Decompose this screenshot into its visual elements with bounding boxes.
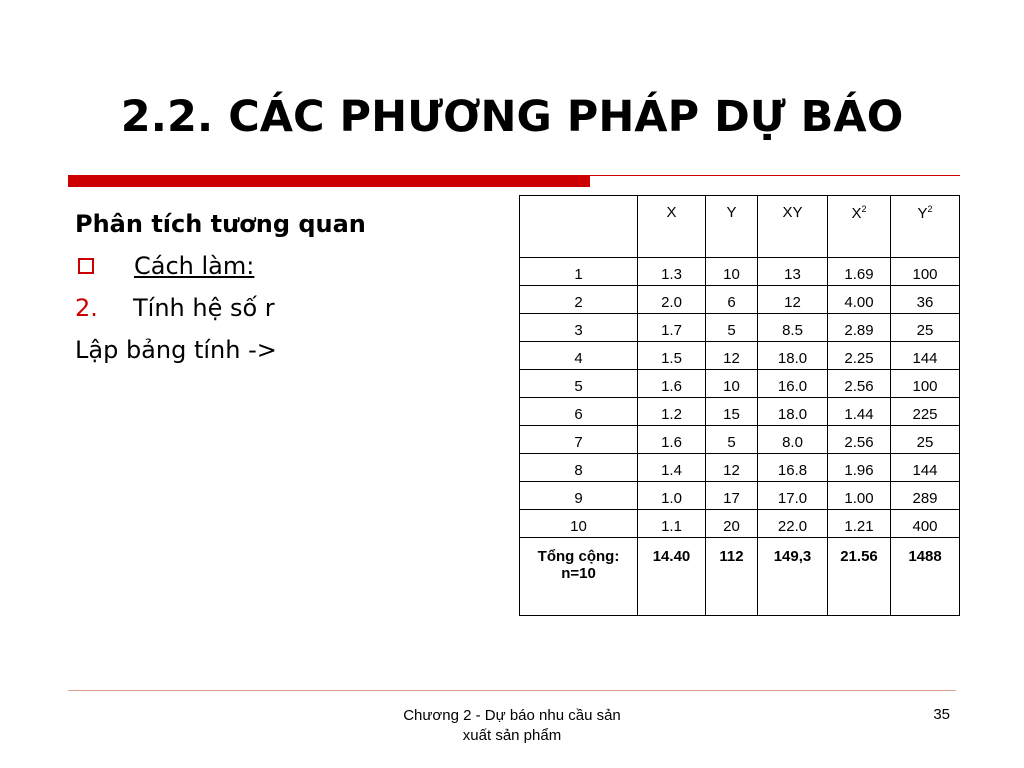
table-cell: 25 [891, 426, 960, 454]
table-cell: 1.4 [638, 454, 706, 482]
table-cell: 2.25 [828, 342, 891, 370]
table-cell: 18.0 [758, 342, 828, 370]
table-row [520, 482, 960, 510]
table-cell: 15 [706, 398, 758, 426]
table-cell: 1 [520, 258, 638, 286]
table-cell: 144 [891, 342, 960, 370]
table-cell: 2.56 [828, 426, 891, 454]
table-cell: 1.1 [638, 510, 706, 538]
table-cell: 18.0 [758, 398, 828, 426]
table-cell: 10 [520, 510, 638, 538]
table-cell: 6 [520, 398, 638, 426]
footer-line-2: xuất sản phẩm [462, 727, 562, 744]
numbered-item [75, 287, 505, 329]
table-row [520, 342, 960, 370]
table-cell: 1.21 [828, 510, 891, 538]
table-cell: 4.00 [828, 286, 891, 314]
section-heading: Phân tích tương quan [75, 210, 366, 238]
table-cell: 1.44 [828, 398, 891, 426]
table-cell: 16.8 [758, 454, 828, 482]
title-underline-thin [590, 175, 960, 176]
bullet-label: Cách làm: [134, 252, 255, 280]
table-header-cell: $Y^2$ [891, 196, 960, 258]
table-cell: 2.89 [828, 314, 891, 342]
table-cell: 4 [520, 342, 638, 370]
step-number: 2. [75, 294, 98, 322]
table-cell: 1.2 [638, 398, 706, 426]
total-cell: 21.56 [828, 538, 891, 616]
table-header-cell: XY [758, 196, 828, 258]
table-cell: 2.0 [638, 286, 706, 314]
table-cell: 225 [891, 398, 960, 426]
table-cell: 5 [706, 314, 758, 342]
table-cell: 289 [891, 482, 960, 510]
table-row [520, 286, 960, 314]
table-cell: 2.56 [828, 370, 891, 398]
total-label-cell: Tổng cộng: n=10 [520, 538, 638, 616]
table-header-cell [520, 196, 638, 258]
table-cell: 12 [758, 286, 828, 314]
total-cell: 1488 [891, 538, 960, 616]
table-cell: 16.0 [758, 370, 828, 398]
table-header-cell: $X^2$ [828, 196, 891, 258]
table-header-cell: Y [706, 196, 758, 258]
table-row [520, 314, 960, 342]
table-cell: 100 [891, 370, 960, 398]
table-cell: 1.00 [828, 482, 891, 510]
slide-body [75, 203, 505, 371]
table-cell: 22.0 [758, 510, 828, 538]
table-row [520, 454, 960, 482]
total-cell: 14.40 [638, 538, 706, 616]
table-cell: 12 [706, 342, 758, 370]
table-row [520, 510, 960, 538]
footer-line-1: Chương 2 - Dự báo nhu cầu sản [403, 707, 621, 724]
footer-divider [68, 690, 956, 691]
table-cell: 8 [520, 454, 638, 482]
hollow-square-bullet-icon [78, 258, 94, 274]
title-underline-thick [68, 175, 590, 187]
table-cell: 400 [891, 510, 960, 538]
table-cell: 1.3 [638, 258, 706, 286]
table-cell: 17.0 [758, 482, 828, 510]
footer-caption [362, 706, 662, 746]
table-cell: 13 [758, 258, 828, 286]
table-cell: 36 [891, 286, 960, 314]
table-cell: 5 [706, 426, 758, 454]
slide-title: 2.2. CÁC PHƯƠNG PHÁP DỰ BÁO [120, 92, 904, 142]
table-cell: 1.7 [638, 314, 706, 342]
table-cell: 3 [520, 314, 638, 342]
table-cell: 6 [706, 286, 758, 314]
table-cell: 10 [706, 258, 758, 286]
step-text: Tính hệ số r [133, 294, 275, 322]
bullet-item [75, 245, 505, 287]
table-cell: 1.6 [638, 370, 706, 398]
calculation-table [519, 195, 960, 616]
table-cell: 25 [891, 314, 960, 342]
table-cell: 12 [706, 454, 758, 482]
table-row [520, 370, 960, 398]
table-header-row [520, 196, 960, 258]
table-cell: 144 [891, 454, 960, 482]
table-cell: 2 [520, 286, 638, 314]
table-cell: 10 [706, 370, 758, 398]
table-cell: 1.69 [828, 258, 891, 286]
table-total-row [520, 538, 960, 616]
table-cell: 1.96 [828, 454, 891, 482]
table-cell: 5 [520, 370, 638, 398]
table-row [520, 426, 960, 454]
table-cell: 1.6 [638, 426, 706, 454]
table-cell: 1.5 [638, 342, 706, 370]
table-cell: 1.0 [638, 482, 706, 510]
table-cell: 100 [891, 258, 960, 286]
total-cell: 149,3 [758, 538, 828, 616]
page-number: 35 [933, 706, 950, 723]
table-row [520, 258, 960, 286]
table-cell: 9 [520, 482, 638, 510]
table-cell: 17 [706, 482, 758, 510]
note-line: Lập bảng tính -> [75, 336, 277, 364]
table-cell: 8.0 [758, 426, 828, 454]
table-cell: 8.5 [758, 314, 828, 342]
table-row [520, 398, 960, 426]
table-header-cell: X [638, 196, 706, 258]
total-cell: 112 [706, 538, 758, 616]
table-cell: 7 [520, 426, 638, 454]
table-cell: 20 [706, 510, 758, 538]
